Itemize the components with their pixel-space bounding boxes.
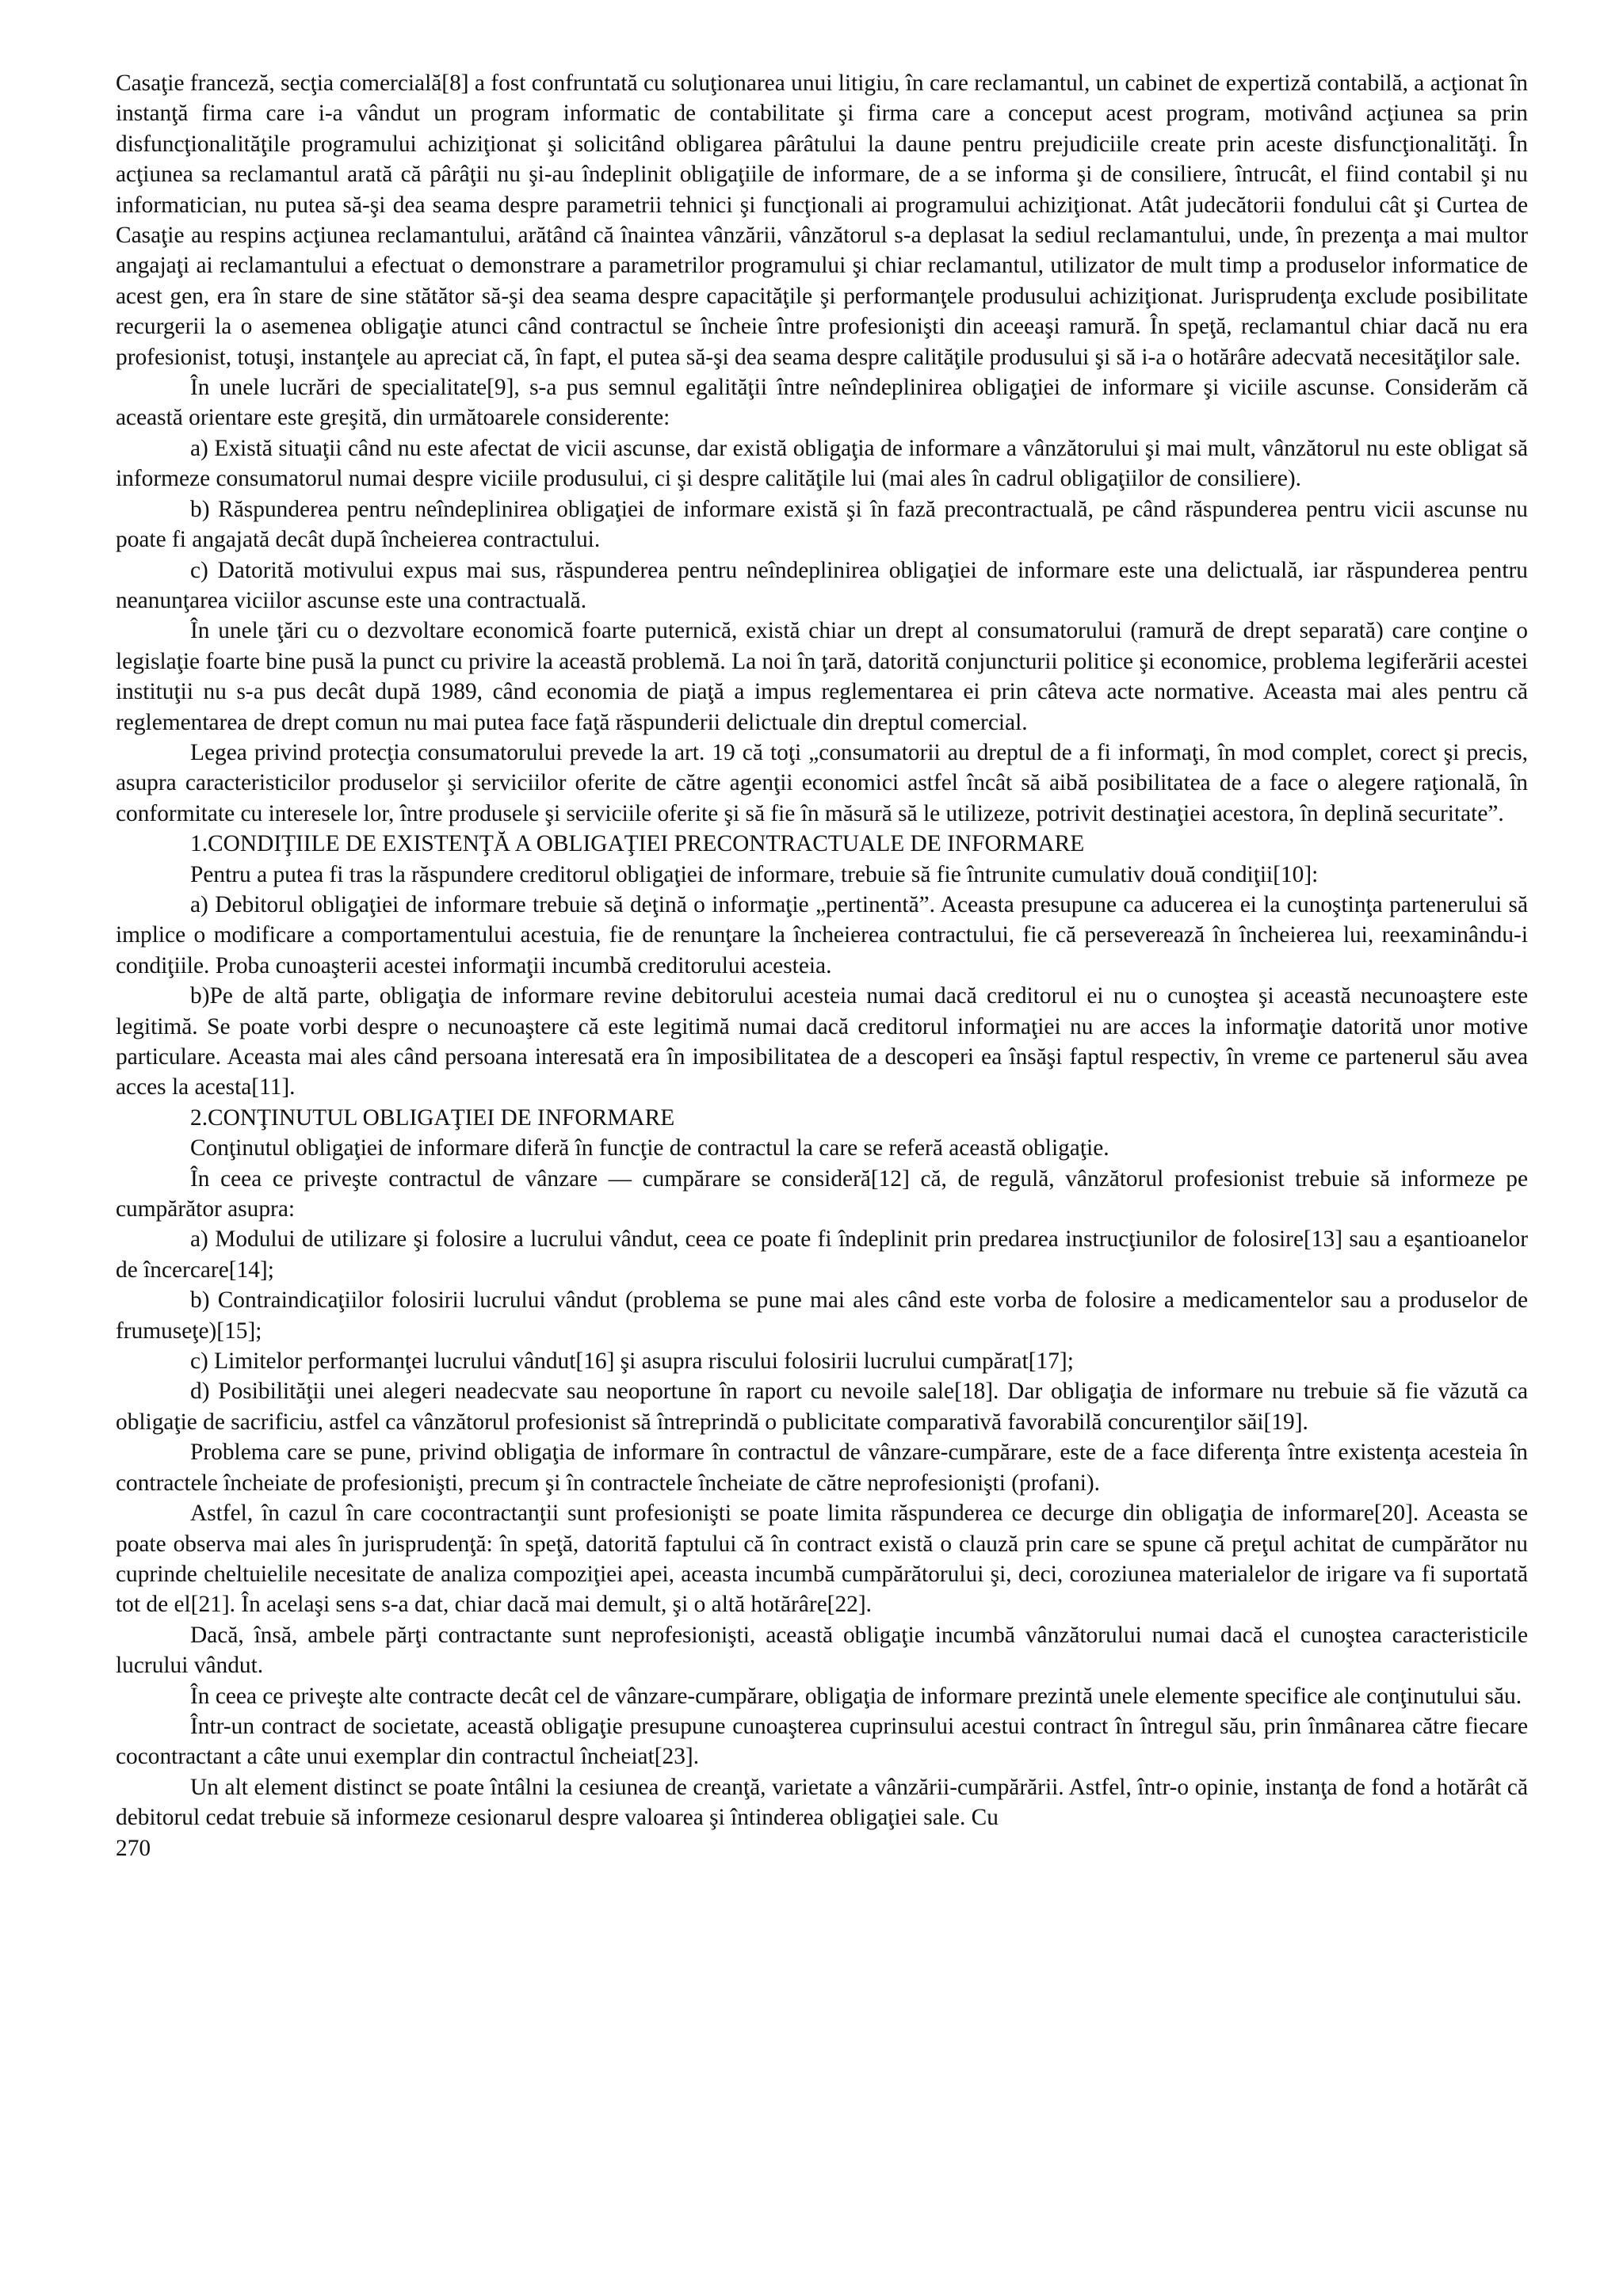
paragraph: În unele lucrări de specialitate[9], s-a pus semnul egalităţii între neîndeplinirea obligaţiei de informare şi viciile ascunse. Considerăm că această orientare este greşită, din următoarele considerente: (116, 375, 1528, 431)
paragraph: 1.CONDIŢIILE DE EXISTENŢĂ A OBLIGAŢIEI PRECONTRACTUALE DE INFORMARE (190, 831, 1085, 857)
paragraph: În ceea ce priveşte alte contracte decât cel de vânzare-cumpărare, obligaţia de informare prezintă unele elemente specifice ale conţinutului său. (190, 1683, 1522, 1709)
paragraph: Casaţie franceză, secţia comercială[8] a fost confruntată cu soluţionarea unui litigiu, în care reclamantul, un cabinet de expertiză contabilă, a acţionat în instanţă firma care i-a vândut un program informatic de contabilitate şi firma care a conceput acest program, motivând acţiunea sa prin disfuncţionalităţile programului achiziţionat şi solicitând obligarea pârâtului la daune pentru prejudiciile create prin aceste disfuncţionalităţi. În acţiunea sa reclamantul arată că pârâţii nu şi-au îndeplinit obligaţiile de informare, de a se informa şi de consiliere, întrucât, el fiind contabil şi nu informatician, nu putea să-şi dea seama despre parametrii tehnici şi funcţionali ai programului achiziţionat. Atât judecătorii fondului cât şi Curtea de Casaţie au respins acţiunea reclamantului, arătând că înaintea vânzării, vânzătorul s-a deplasat la sediul reclamantului, unde, în prezenţa a mai multor angajaţi ai reclamantului a efectuat o demonstrare a parametrilor programului şi chiar reclamantul, utilizator de mult timp a produselor informatice de acest gen, era în stare de sine stătător să-şi dea seama despre capacităţile şi performanţele produsului achiziţionat. Jurisprudenţa exclude posibilitate recurgerii la o asemenea obligaţie atunci când contractul se încheie între profesionişti din aceeaşi ramură. În speţă, reclamantul chiar dacă nu era profesionist, totuşi, instanţele au apreciat că, în fapt, el putea să-şi dea seama despre calităţile produsului şi să i-a o hotărâre adecvată necesităţilor sale. (116, 71, 1528, 370)
paragraph: Într-un contract de societate, această obligaţie presupune cunoaşterea cuprinsului acestui contract în întregul său, prin înmânarea către fiecare cocontractant a câte unui exemplar din contractul încheiat[23]. (116, 1713, 1528, 1770)
paragraph: c) Datorită motivului expus mai sus, răspunderea pentru neîndeplinirea obligaţiei de informare este una delictuală, iar răspunderea pentru neanunţarea viciilor ascunse este una contractuală. (116, 557, 1528, 613)
paragraph: Astfel, în cazul în care cocontractanţii sunt profesionişti se poate limita răspunderea ce decurge din obligaţia de informare[20]. Aceasta se poate observa mai ales în jurisprudenţă: în speţă, datorită faptului că în contract există o clauză prin care se spune că preţul achitat de cumpărător nu cuprinde cheltuielile necesitate de analiza compoziţiei apei, aceasta incumbă cumpărătorului şi, deci, coroziunea materialelor de irigare va fi suportată tot de el[21]. În acelaşi sens s-a dat, chiar dacă mai demult, şi o altă hotărâre[22]. (116, 1501, 1528, 1618)
body-text (116, 68, 1528, 1833)
paragraph: b) Răspunderea pentru neîndeplinirea obligaţiei de informare există şi în fază precontractuală, pe când răspunderea pentru vicii ascunse nu poate fi angajată decât după încheierea contractului. (116, 496, 1528, 553)
paragraph: Dacă, însă, ambele părţi contractante sunt neprofesionişti, această obligaţie incumbă vânzătorului numai dacă el cunoştea caracteristicile lucrului vândut. (116, 1622, 1528, 1679)
paragraph: Pentru a putea fi tras la răspundere creditorul obligaţiei de informare, trebuie să fie întrunite cumulativ două condiţii[10]: (190, 861, 1319, 887)
paragraph: Problema care se pune, privind obligaţia de informare în contractul de vânzare-cumpărare, este de a face diferenţa între existenţa acesteia în contractele încheiate de profesionişti, precum şi în contractele încheiate de către neprofesionişti (profani). (116, 1440, 1528, 1496)
paragraph: d) Posibilităţii unei alegeri neadecvate sau neoportune în raport cu nevoile sale[18]. Dar obligaţia de informare nu trebuie să fie văzută ca obligaţie de sacrificiu, astfel ca vânzătorul profesionist să întreprindă o publicitate comparativă favorabilă concurenţilor săi[19]. (116, 1379, 1528, 1435)
paragraph: Legea privind protecţia consumatorului prevede la art. 19 că toţi „consumatorii au dreptul de a fi informaţi, în mod complet, corect şi precis, asupra caracteristicilor produselor şi serviciilor oferite de către agenţii economici astfel încât să aibă posibilitatea de a face o alegere raţională, în conformitate cu interesele lor, între produsele şi serviciile oferite şi să fie în măsură să le utilizeze, potrivit destinaţiei acestora, în deplină securitate”. (116, 739, 1528, 826)
paragraph: c) Limitelor performanţei lucrului vândut[16] şi asupra riscului folosirii lucrului cumpărat[17]; (190, 1348, 1074, 1375)
paragraph: În ceea ce priveşte contractul de vânzare — cumpărare se consideră[12] că, de regulă, vânzătorul profesionist trebuie să informeze pe cumpărător asupra: (116, 1165, 1528, 1222)
document-page (116, 68, 1528, 1863)
paragraph: Conţinutul obligaţiei de informare diferă în funcţie de contractul la care se referă această obligaţie. (190, 1135, 1109, 1161)
paragraph: a) Modului de utilizare şi folosire a lucrului vândut, ceea ce poate fi îndeplinit prin predarea instrucţiunilor de folosire[13] sau a eşantioanelor de încercare[14]; (116, 1226, 1528, 1283)
paragraph: a) Debitorul obligaţiei de informare trebuie să deţină o informaţie „pertinentă”. Aceasta presupune ca aducerea ei la cunoştinţa partenerului să implice o modificare a comportamentului acestuia, fie de renunţare la încheierea contractului, fie că perseverează în încheierea lui, reexaminându-i condiţiile. Proba cunoaşterii acestei informaţii incumbă creditorului acesteia. (116, 891, 1528, 978)
paragraph: b)Pe de altă parte, obligaţia de informare revine debitorului acesteia numai dacă creditorul ei nu o cunoştea şi această necunoaştere este legitimă. Se poate vorbi despre o necunoaştere că este legitimă numai dacă creditorul informaţiei nu are acces la informaţie datorită unor motive particulare. Aceasta mai ales când persoana interesată era în imposibilitatea de a descoperi ea însăşi faptul respectiv, în vreme ce partenerul său avea acces la acesta[11]. (116, 983, 1528, 1100)
paragraph: Un alt element distinct se poate întâlni la cesiunea de creanţă, varietate a vânzării-cumpărării. Astfel, într-o opinie, instanţa de fond a hotărât că debitorul cedat trebuie să informeze cesionarul despre valoarea şi întinderea obligaţiei sale. Cu (116, 1774, 1528, 1831)
paragraph: 2.CONŢINUTUL OBLIGAŢIEI DE INFORMARE (190, 1104, 675, 1131)
page-number: 270 (116, 1835, 151, 1861)
paragraph: În unele ţări cu o dezvoltare economică foarte puternică, există chiar un drept al consumatorului (ramură de drept separată) care conţine o legislaţie foarte bine pusă la punct cu privire la această problemă. La noi în ţară, datorită conjuncturii politice şi economice, problema legiferării acestei instituţii nu s-a pus decât după 1989, când economia de piaţă a impus reglementarea ei prin câteva acte normative. Aceasta mai ales pentru că reglementarea de drept comun nu mai putea face faţă răspunderii delictuale din dreptul comercial. (116, 618, 1528, 735)
paragraph: b) Contraindicaţiilor folosirii lucrului vândut (problema se pune mai ales când este vorba de folosire a medicamentelor sau a produselor de frumuseţe)[15]; (116, 1287, 1528, 1344)
paragraph: a) Există situaţii când nu este afectat de vicii ascunse, dar există obligaţia de informare a vânzătorului şi mai mult, vânzătorul nu este obligat să informeze consumatorul numai despre viciile produsului, ci şi despre calităţile lui (mai ales în cadrul obligaţiilor de consiliere). (116, 435, 1528, 492)
